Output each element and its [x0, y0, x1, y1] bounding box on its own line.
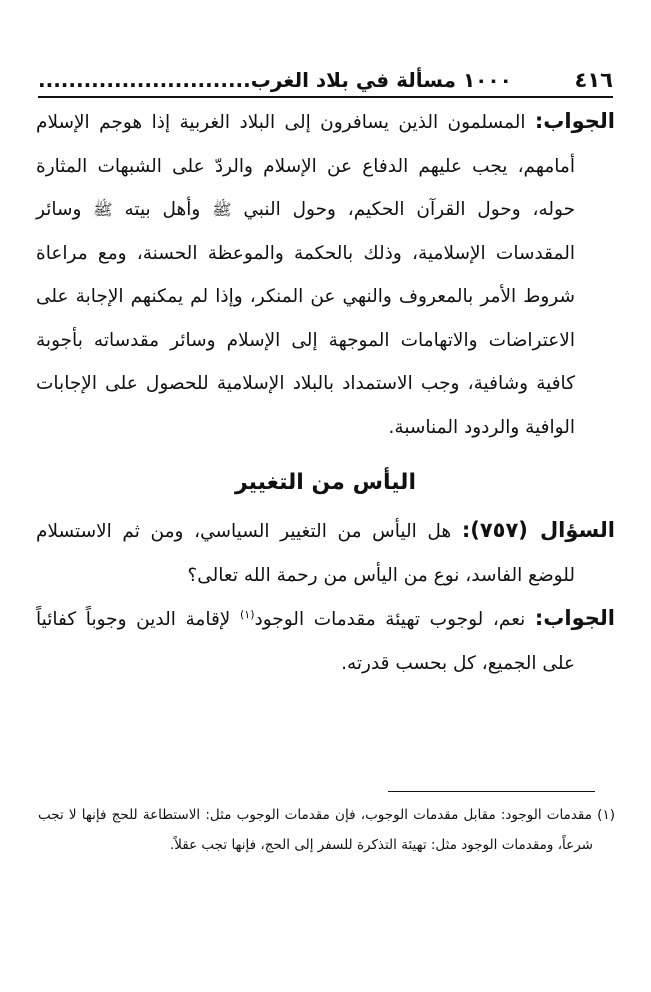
answer-text-part-3: وسائر المقدسات الإسلامية، وذلك بالحكمة والموعظة الحسنة، ومع مراعاة شروط الأمر بالمعروف والنهي عن المنكر، وإذا لم يمكنهم الإجابة على الاعتراضات والاتهامات الموجهة إلى الإسلام وسائر مقدساته بأجوبة كافية وشافية، وجب الاستمداد بالبلاد الإسلامية للحصول على الإجابات الوافية والردود المناسبة.	[36, 199, 575, 438]
answer2-text-part-2: لإقامة الدين وجوباً كفائياً على الجميع، كل بحسب قدرته.	[36, 609, 575, 674]
answer-label-2: الجواب:	[534, 606, 615, 630]
answer-paragraph	[36, 100, 615, 449]
answer2-text-part-1: نعم، لوجوب تهيئة مقدمات الوجود	[254, 609, 526, 630]
footnote-reference: (١)	[240, 607, 255, 621]
answer-text-part-1: المسلمون الذين يسافرون إلى البلاد الغربية إذا هوجم الإسلام أمامهم، يجب عليهم الدفاع عن الإسلام والردّ على الشبهات المثارة حوله، وحول القرآن الحكيم، وحول النبي	[36, 112, 576, 220]
footnote-marker: (١)	[597, 807, 615, 823]
footnote-paragraph	[38, 800, 615, 860]
question-text: هل اليأس من التغيير السياسي، ومن ثم الاستسلام للوضع الفاسد، نوع من اليأس من رحمة الله تعالى؟	[36, 521, 575, 586]
question-label: السؤال (٧٥٧):	[461, 518, 615, 542]
ahl-al-bayt-honorific-seal: ﷺ	[93, 200, 113, 219]
answer-paragraph-2	[36, 597, 615, 685]
footnote	[38, 800, 615, 860]
section-heading: اليأس من التغيير	[235, 470, 416, 495]
prophet-honorific-seal: ﷺ	[212, 200, 232, 219]
title-dots: ............................	[38, 68, 251, 92]
answer-text-part-2: وأهل بيته	[124, 199, 201, 220]
footnote-text: مقدمات الوجود: مقابل مقدمات الوجوب، فإن مقدمات الوجوب مثل: الاستطاعة للحج فإنها لا تجب شرعاً، ومقدمات الوجود مثل: تهيئة التذكرة للسفر إلى الحج، فإنها تجب عقلاً.	[38, 807, 593, 853]
page-body	[36, 100, 615, 685]
page-header	[38, 56, 613, 98]
footnote-separator	[388, 791, 595, 792]
book-title: ١٠٠٠ مسألة في بلاد الغرب	[250, 68, 512, 92]
answer-label: الجواب:	[534, 109, 615, 133]
page-number: ٤١٦	[574, 68, 613, 92]
running-title	[38, 68, 512, 92]
question-paragraph	[36, 509, 615, 597]
